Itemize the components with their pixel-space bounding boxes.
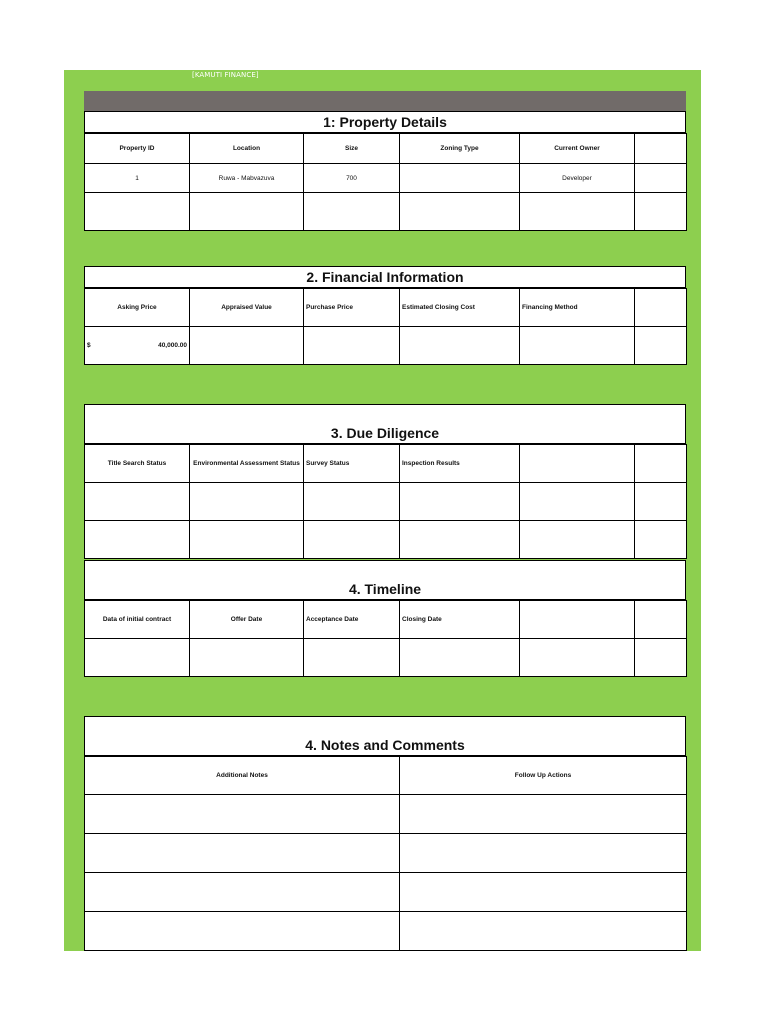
header-bar bbox=[84, 91, 686, 111]
header-cell: Purchase Price bbox=[304, 289, 400, 327]
table-header-row bbox=[85, 289, 687, 327]
cell[interactable] bbox=[304, 327, 400, 365]
table-header-row bbox=[85, 757, 687, 795]
cell[interactable] bbox=[304, 193, 400, 231]
cell[interactable] bbox=[304, 483, 400, 521]
asking-price-value: 40,000.00 bbox=[158, 342, 187, 349]
cell[interactable] bbox=[635, 164, 687, 193]
cell[interactable] bbox=[85, 795, 400, 834]
timeline-table bbox=[84, 600, 687, 677]
section-title: 1: Property Details bbox=[84, 111, 686, 133]
cell[interactable] bbox=[85, 193, 190, 231]
cell[interactable] bbox=[635, 639, 687, 677]
header-cell: Title Search Status bbox=[85, 445, 190, 483]
header-cell: Current Owner bbox=[520, 134, 635, 164]
header-cell: Inspection Results bbox=[400, 445, 520, 483]
cell[interactable] bbox=[400, 873, 687, 912]
brand-label: [KAMUTI FINANCE] bbox=[192, 71, 259, 79]
cell[interactable] bbox=[520, 483, 635, 521]
currency-symbol: $ bbox=[87, 342, 91, 349]
cell[interactable] bbox=[520, 521, 635, 559]
table-row bbox=[85, 912, 687, 951]
header-cell: Acceptance Date bbox=[304, 601, 400, 639]
section-title: 4. Timeline bbox=[84, 560, 686, 600]
table-header-row bbox=[85, 134, 687, 164]
cell[interactable] bbox=[85, 834, 400, 873]
header-cell: Property ID bbox=[85, 134, 190, 164]
cell[interactable] bbox=[400, 795, 687, 834]
table-header-row bbox=[85, 445, 687, 483]
cell[interactable] bbox=[520, 327, 635, 365]
header-cell: Zoning Type bbox=[400, 134, 520, 164]
cell[interactable] bbox=[190, 639, 304, 677]
header-cell: Offer Date bbox=[190, 601, 304, 639]
cell[interactable] bbox=[400, 639, 520, 677]
financial-information-table bbox=[84, 288, 687, 365]
header-cell bbox=[520, 445, 635, 483]
cell[interactable] bbox=[520, 193, 635, 231]
financial-information-section bbox=[84, 266, 686, 365]
table-row bbox=[85, 164, 687, 193]
header-cell bbox=[635, 445, 687, 483]
header-cell: Size bbox=[304, 134, 400, 164]
table-row bbox=[85, 521, 687, 559]
due-diligence-section bbox=[84, 404, 686, 559]
cell[interactable] bbox=[635, 193, 687, 231]
cell[interactable] bbox=[190, 193, 304, 231]
cell[interactable] bbox=[85, 483, 190, 521]
table-row bbox=[85, 873, 687, 912]
header-cell: Environmental Assessment Status bbox=[190, 445, 304, 483]
cell[interactable]: Developer bbox=[520, 164, 635, 193]
cell[interactable] bbox=[304, 639, 400, 677]
table-header-row bbox=[85, 601, 687, 639]
cell[interactable] bbox=[400, 483, 520, 521]
notes-and-comments-section bbox=[84, 716, 686, 951]
cell[interactable] bbox=[635, 521, 687, 559]
cell[interactable] bbox=[190, 327, 304, 365]
cell[interactable] bbox=[85, 873, 400, 912]
cell[interactable] bbox=[400, 912, 687, 951]
header-cell bbox=[635, 289, 687, 327]
cell[interactable]: 1 bbox=[85, 164, 190, 193]
cell[interactable] bbox=[520, 639, 635, 677]
cell[interactable] bbox=[400, 521, 520, 559]
header-cell: Data of initial contract bbox=[85, 601, 190, 639]
header-cell: Financing Method bbox=[520, 289, 635, 327]
table-row bbox=[85, 193, 687, 231]
table-row bbox=[85, 834, 687, 873]
cell[interactable] bbox=[400, 834, 687, 873]
cell[interactable]: 700 bbox=[304, 164, 400, 193]
header-cell: Appraised Value bbox=[190, 289, 304, 327]
due-diligence-table bbox=[84, 444, 687, 559]
section-title: 2. Financial Information bbox=[84, 266, 686, 288]
cell[interactable] bbox=[304, 521, 400, 559]
table-row bbox=[85, 639, 687, 677]
header-cell bbox=[635, 601, 687, 639]
cell[interactable] bbox=[190, 483, 304, 521]
property-details-table bbox=[84, 133, 687, 231]
header-cell: Asking Price bbox=[85, 289, 190, 327]
timeline-section bbox=[84, 560, 686, 677]
cell[interactable] bbox=[85, 912, 400, 951]
asking-price-cell[interactable] bbox=[85, 327, 190, 365]
cell[interactable] bbox=[400, 327, 520, 365]
table-row bbox=[85, 795, 687, 834]
header-cell: Estimated Closing Cost bbox=[400, 289, 520, 327]
header-cell: Location bbox=[190, 134, 304, 164]
cell[interactable] bbox=[635, 483, 687, 521]
notes-table bbox=[84, 756, 687, 951]
header-cell: Survey Status bbox=[304, 445, 400, 483]
cell[interactable] bbox=[85, 639, 190, 677]
cell[interactable] bbox=[400, 193, 520, 231]
cell[interactable]: Ruwa - Mabvazuva bbox=[190, 164, 304, 193]
cell[interactable] bbox=[190, 521, 304, 559]
header-cell bbox=[520, 601, 635, 639]
table-row bbox=[85, 483, 687, 521]
header-cell: Closing Date bbox=[400, 601, 520, 639]
header-cell: Follow Up Actions bbox=[400, 757, 687, 795]
table-row bbox=[85, 327, 687, 365]
cell[interactable] bbox=[635, 327, 687, 365]
property-details-section bbox=[84, 111, 686, 231]
header-cell bbox=[635, 134, 687, 164]
cell[interactable] bbox=[400, 164, 520, 193]
section-title: 4. Notes and Comments bbox=[84, 716, 686, 756]
header-cell: Additional Notes bbox=[85, 757, 400, 795]
cell[interactable] bbox=[85, 521, 190, 559]
section-title: 3. Due Diligence bbox=[84, 404, 686, 444]
